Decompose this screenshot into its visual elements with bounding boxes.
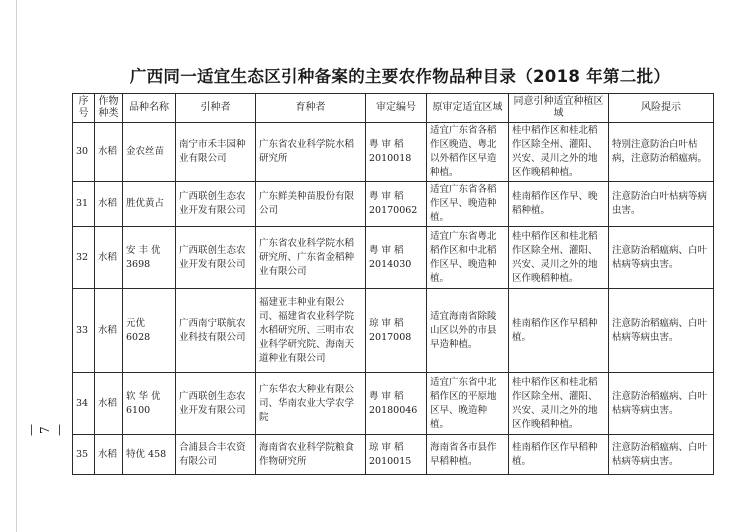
cell-approval: 粤 审 稻 2010018 bbox=[366, 123, 427, 182]
header-approval: 审定编号 bbox=[366, 94, 427, 123]
cell-no: 30 bbox=[73, 123, 95, 182]
cell-introducer: 广西南宁联航农业科技有限公司 bbox=[176, 289, 256, 373]
cell-no: 35 bbox=[73, 435, 95, 475]
cell-introducer: 南宁市禾丰园种业有限公司 bbox=[176, 123, 256, 182]
header-introducer: 引种者 bbox=[176, 94, 256, 123]
cell-crop: 水稻 bbox=[95, 182, 123, 227]
table-row bbox=[73, 227, 714, 289]
cell-breeder: 广东华农大种业有限公司、华南农业大学农学院 bbox=[256, 373, 366, 435]
cell-new-region: 桂南稻作区作早、晚稻种植。 bbox=[509, 182, 609, 227]
cell-risk: 注意防治稻瘟病、白叶枯病等病虫害。 bbox=[609, 227, 714, 289]
header-variety: 品种名称 bbox=[123, 94, 176, 123]
header-crop: 作物种类 bbox=[95, 94, 123, 123]
header-new-region: 同意引种适宜种植区域 bbox=[509, 94, 609, 123]
cell-variety: 安 丰 优 3698 bbox=[123, 227, 176, 289]
cell-risk: 注意防治稻瘟病、白叶枯病等病虫害。 bbox=[609, 289, 714, 373]
cell-orig-region: 海南省各市县作早稻种植。 bbox=[427, 435, 509, 475]
cell-risk: 注意防治白叶枯病等病虫害。 bbox=[609, 182, 714, 227]
cell-orig-region: 适宜广东省中北稻作区的平原地区早、晚造种植。 bbox=[427, 373, 509, 435]
variety-catalog-table bbox=[72, 93, 714, 475]
cell-crop: 水稻 bbox=[95, 123, 123, 182]
table-row bbox=[73, 435, 714, 475]
cell-variety: 软 华 优 6100 bbox=[123, 373, 176, 435]
table-row bbox=[73, 123, 714, 182]
cell-breeder: 海南省农业科学院粮食作物研究所 bbox=[256, 435, 366, 475]
page-number: — 7 — bbox=[24, 424, 66, 436]
cell-approval: 粤 审 稻 20170062 bbox=[366, 182, 427, 227]
cell-introducer: 广西联创生态农业开发有限公司 bbox=[176, 373, 256, 435]
cell-crop: 水稻 bbox=[95, 289, 123, 373]
cell-breeder: 福建亚丰种业有限公司、福建省农业科学院水稻研究所、三明市农业科学研究院、海南天道种业有限公司 bbox=[256, 289, 366, 373]
cell-breeder: 广东省农业科学院水稻研究所 bbox=[256, 123, 366, 182]
cell-introducer: 合浦县合丰农资有限公司 bbox=[176, 435, 256, 475]
cell-risk: 注意防治稻瘟病、白叶枯病等病虫害。 bbox=[609, 435, 714, 475]
cell-risk: 注意防治稻瘟病、白叶枯病等病虫害。 bbox=[609, 373, 714, 435]
table-header-row bbox=[73, 94, 714, 123]
cell-new-region: 桂中稻作区和桂北稻作区除全州、灌阳、兴安、灵川之外的地区作晚稻种植。 bbox=[509, 123, 609, 182]
cell-no: 34 bbox=[73, 373, 95, 435]
cell-orig-region: 适宜广东省各稻作区早、晚造种植。 bbox=[427, 182, 509, 227]
page-number-value: 7 bbox=[38, 426, 52, 434]
cell-no: 32 bbox=[73, 227, 95, 289]
cell-introducer: 广西联创生态农业开发有限公司 bbox=[176, 182, 256, 227]
cell-approval: 粤 审 稻 20180046 bbox=[366, 373, 427, 435]
cell-new-region: 桂南稻作区作早稻种植。 bbox=[509, 289, 609, 373]
table-row bbox=[73, 373, 714, 435]
cell-approval: 琼 审 稻 2017008 bbox=[366, 289, 427, 373]
cell-new-region: 桂南稻作区作早稻种植。 bbox=[509, 435, 609, 475]
cell-variety: 胜优黄占 bbox=[123, 182, 176, 227]
cell-approval: 琼 审 稻 2010015 bbox=[366, 435, 427, 475]
cell-orig-region: 适宜海南省除陵山区以外的市县早造种植。 bbox=[427, 289, 509, 373]
cell-variety: 元优 6028 bbox=[123, 289, 176, 373]
document-title: 广西同一适宜生态区引种备案的主要农作物品种目录（2018 年第二批） bbox=[129, 67, 671, 86]
cell-no: 33 bbox=[73, 289, 95, 373]
cell-risk: 特别注意防治白叶枯病，注意防治稻瘟病。 bbox=[609, 123, 714, 182]
cell-breeder: 广东鲜美种苗股份有限公司 bbox=[256, 182, 366, 227]
cell-new-region: 桂中稻作区和桂北稻作区除全州、灌阳、兴安、灵川之外的地区作晚稻种植。 bbox=[509, 227, 609, 289]
cell-crop: 水稻 bbox=[95, 435, 123, 475]
cell-crop: 水稻 bbox=[95, 227, 123, 289]
table-row bbox=[73, 289, 714, 373]
cell-approval: 粤 审 稻 2014030 bbox=[366, 227, 427, 289]
cell-introducer: 广西联创生态农业开发有限公司 bbox=[176, 227, 256, 289]
cell-variety: 特优 458 bbox=[123, 435, 176, 475]
cell-crop: 水稻 bbox=[95, 373, 123, 435]
cell-orig-region: 适宜广东省粤北稻作区和中北稻作区早、晚造种植。 bbox=[427, 227, 509, 289]
cell-no: 31 bbox=[73, 182, 95, 227]
cell-new-region: 桂中稻作区和桂北稻作区除全州、灌阳、兴安、灵川之外的地区作晚稻种植。 bbox=[509, 373, 609, 435]
header-risk: 风险提示 bbox=[609, 94, 714, 123]
table-row bbox=[73, 182, 714, 227]
cell-breeder: 广东省农业科学院水稻研究所、广东省金稻种业有限公司 bbox=[256, 227, 366, 289]
header-no: 序号 bbox=[73, 94, 95, 123]
cell-variety: 金农丝苗 bbox=[123, 123, 176, 182]
cell-orig-region: 适宜广东省各稻作区晚造、粤北以外稻作区早造种植。 bbox=[427, 123, 509, 182]
header-orig-region: 原审定适宜区域 bbox=[427, 94, 509, 123]
header-breeder: 育种者 bbox=[256, 94, 366, 123]
binding-margin-line bbox=[16, 0, 17, 532]
